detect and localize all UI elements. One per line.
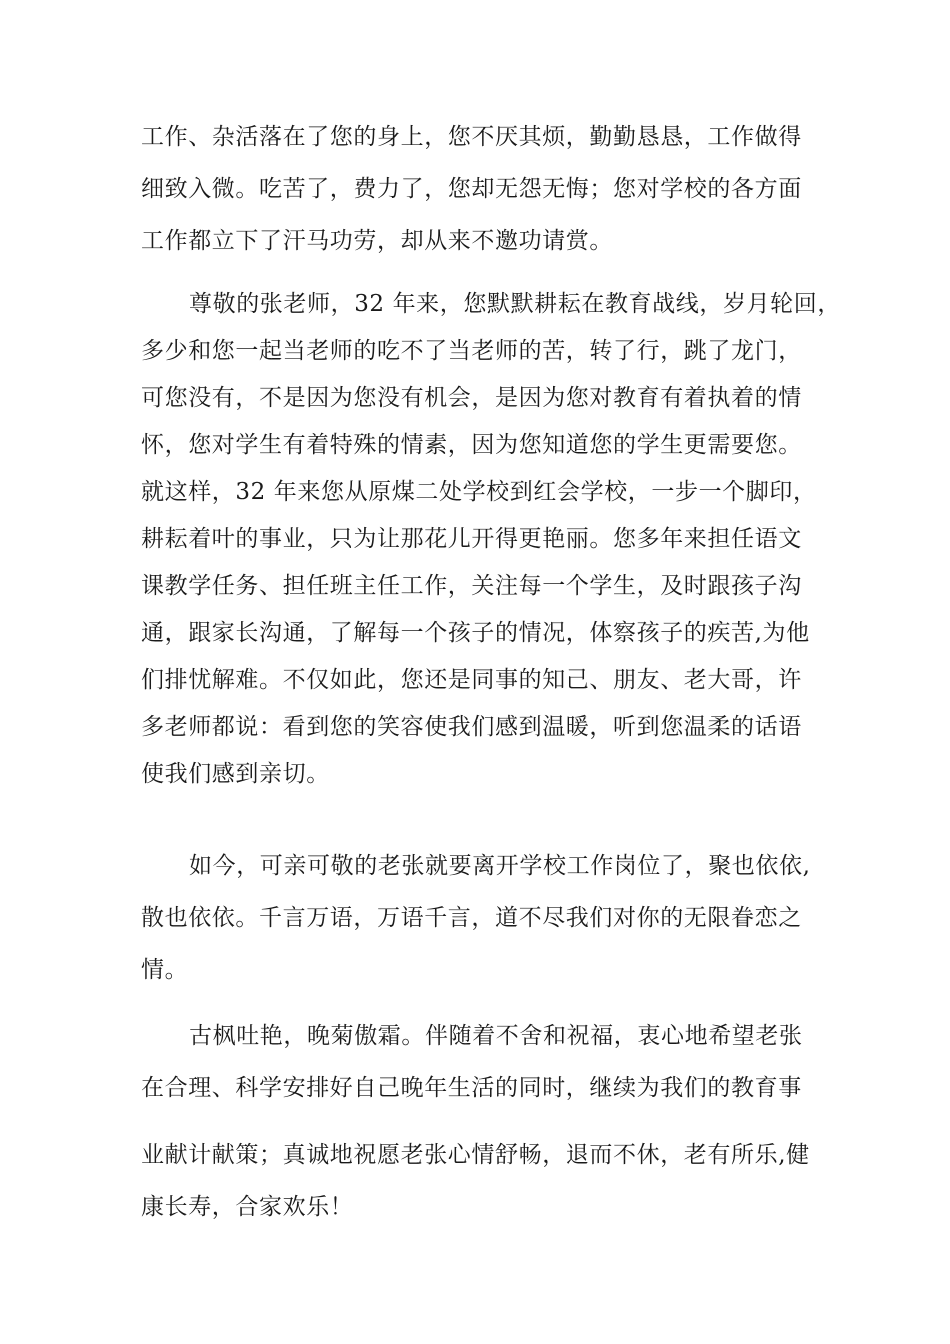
- text-line: 课教学任务、担任班主任工作，关注每一个学生，及时跟孩子沟: [141, 573, 802, 599]
- text-line: 工作都立下了汗马功劳，却从来不邀功请赏。: [141, 228, 613, 254]
- text-line: 怀，您对学生有着特殊的情素，因为您知道您的学生更需要您。: [141, 432, 802, 458]
- text-line: 可您没有，不是因为您没有机会，是因为您对教育有着执着的情: [141, 385, 802, 411]
- text-line: 情。: [141, 957, 189, 983]
- text-line: 多少和您一起当老师的吃不了当老师的苦，转了行，跳了龙门，: [141, 338, 802, 364]
- text-line: 耕耘着叶的事业，只为让那花儿开得更艳丽。您多年来担任语文: [141, 526, 802, 552]
- paragraph-start-line: 尊敬的张老师，32 年来，您默默耕耘在教育战线，岁月轮回，: [189, 291, 841, 317]
- text-line: 通，跟家长沟通，了解每一个孩子的情况，体察孩子的疾苦,为他: [141, 620, 810, 646]
- text-line: 业献计献策；真诚地祝愿老张心情舒畅，退而不休，老有所乐,健: [141, 1142, 810, 1168]
- text-line: 散也依依。千言万语，万语千言，道不尽我们对你的无限眷恋之: [141, 905, 802, 931]
- text-line: 康长寿，合家欢乐！: [141, 1194, 354, 1220]
- text-line: 们排忧解难。不仅如此，您还是同事的知己、朋友、老大哥，许: [141, 667, 802, 693]
- text-line: 就这样，32 年来您从原煤二处学校到红会学校，一步一个脚印，: [141, 479, 817, 505]
- text-line: 在合理、科学安排好自己晚年生活的同时，继续为我们的教育事: [141, 1075, 802, 1101]
- text-line: 细致入微。吃苦了，费力了，您却无怨无悔；您对学校的各方面: [141, 176, 802, 202]
- paragraph-start-line: 如今，可亲可敬的老张就要离开学校工作岗位了，聚也依依,: [189, 853, 811, 879]
- text-line: 多老师都说：看到您的笑容使我们感到温暖，听到您温柔的话语: [141, 714, 802, 740]
- paragraph-start-line: 古枫吐艳，晚菊傲霜。伴随着不舍和祝福，衷心地希望老张: [189, 1023, 803, 1049]
- text-line: 使我们感到亲切。: [141, 761, 330, 787]
- text-line: 工作、杂活落在了您的身上，您不厌其烦，勤勤恳恳，工作做得: [141, 124, 802, 150]
